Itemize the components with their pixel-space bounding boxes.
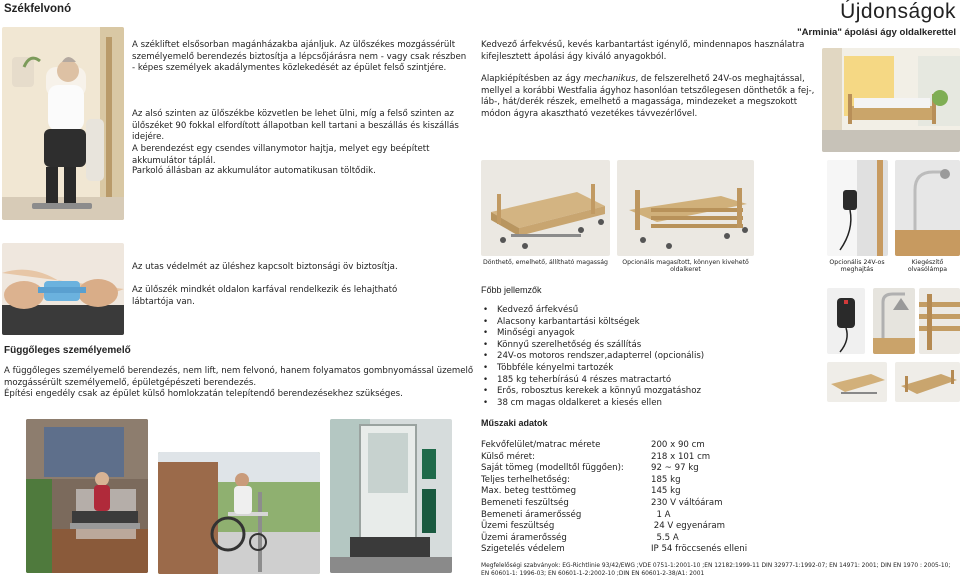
spec-label: Külső méret: [481, 451, 536, 462]
spec-row [481, 498, 747, 510]
seatbelt-text: Az utas védelmét az üléshez kapcsolt biztonsági öv biztosítja. [132, 262, 398, 272]
spec-label: Max. beteg testtömeg [481, 486, 577, 497]
feature-item: • Könnyű szerelhetőség és szállítás [481, 340, 811, 352]
vertical-lift-title: Függőleges személyemelő [4, 345, 131, 356]
spec-label: Szigetelés védelem [481, 544, 565, 555]
feature-item: • Többféle kényelmi tartozék [481, 363, 811, 375]
caption-side-rail: Opcionális magasított, könnyen kivehető oldalkeret [622, 259, 749, 274]
caption-lamp: Kiegészítő olvasólámpa [907, 259, 948, 274]
features-list [481, 305, 811, 409]
seatbelt-photo [2, 243, 124, 335]
spec-value: 185 kg [651, 474, 681, 485]
spec-row [481, 510, 747, 522]
features-title: Főbb jellemzők [481, 285, 542, 295]
spec-row [481, 440, 747, 452]
vertical-lift-photo-1 [26, 419, 148, 573]
caption-adjustable: Dönthető, emelhető, állítható magasság [483, 259, 608, 266]
spec-value: 200 x 90 cm [651, 440, 705, 450]
spec-value: 92 ~ 97 kg [651, 463, 699, 474]
drive-photo [827, 160, 888, 256]
spec-value: 230 V váltóáram [651, 497, 723, 508]
footrest-text: Az ülőszék mindkét oldalon karfával rendelkezik és lehajtható lábtartója van. [132, 285, 398, 307]
spec-row [481, 475, 747, 487]
spec-value: 1 A [651, 509, 671, 520]
spec-label: Teljes terhelhetőség: [481, 474, 570, 485]
specs-table [481, 440, 747, 556]
stairlift-photo [2, 27, 124, 220]
feature-item: • Alacsony karbantartási költségek [481, 317, 811, 329]
vertical-lift-paragraph-2: Építési engedély csak az épület külső homlokzatán telepítendő berendezésekhez szükséges. [4, 389, 403, 399]
rail-detail-photo [919, 288, 960, 354]
stairlift-paragraph-2: Az alsó szinten az ülőszékbe közvetlen be lehet ülni, míg a felső szinten az ülőszéket 90 fokkal elfordított állapotban kell tartani a beszállás és kiszállás idejére. [132, 109, 459, 143]
spec-label: Fekvőfelület/matrac mérete [481, 440, 601, 450]
spec-row [481, 544, 747, 556]
feature-item: • Erős, robosztus kerekek a könnyű mozgatáshoz [481, 386, 811, 398]
spec-row [481, 533, 747, 545]
feature-item: • Minőségi anyagok [481, 328, 811, 340]
bed-photo-raised-rails [617, 160, 754, 256]
bed-paragraph-2: Alapkiépítésben az ágy mechanikus, de felszerelhető 24V-os meghajtással, mellyel a korábbi Westfalia ágyhoz hasonlóan tetszőlegesen dönthetők a fej-, láb-, hát/derék részek, emelhető a magassága, mindezeket a megszokott módon ágyra akasztható vezetékes távvezérlővel. [481, 74, 815, 119]
news-title: Újdonságok [840, 0, 956, 23]
spec-row [481, 486, 747, 498]
reading-lamp-photo [895, 160, 960, 256]
stairlift-title: Székfelvonó [4, 3, 72, 15]
feature-item: • 24V-os motoros rendszer,adapterrel (opcionális) [481, 351, 811, 363]
conformity-note: Megfelelőségi szabványok: EG-Richtlinie 93/42/EWG ;VDE 0751-1:2001-10 ;EN 12182:1999-11 DIN 32977-1:1992-07; EN 14971: 2001; DIN EN 1970 : 2005-10; EN 60601-1: 1996-03; EN 60601-1-2:2002-10 ;DIN EN 60601-2-38/A1: 2001 [481, 563, 951, 577]
spec-label: Üzemi feszültség [481, 521, 555, 532]
spec-value: 24 V egyenáram [651, 521, 726, 532]
bed-subtitle: "Arminia" ápolási ágy oldalkerettel [797, 27, 956, 38]
feature-item: • 185 kg teherbírású 4 részes matractartó [481, 375, 811, 387]
remote-photo [827, 288, 865, 354]
stairlift-paragraph-3: A berendezést egy csendes villanymotor hajtja, melyet egy beépített akkumulátor táplál. [132, 144, 430, 166]
spec-value: 218 x 101 cm [651, 451, 711, 462]
feature-item: • 38 cm magas oldalkeret a kiesés ellen [481, 398, 811, 410]
spec-value: IP 54 fröccsenés elleni [651, 544, 748, 555]
feature-item: • Kedvező árfekvésű [481, 305, 811, 317]
spec-value: 5.5 A [651, 532, 679, 543]
bed-frame-photo-1 [827, 362, 887, 402]
stairlift-paragraph-4: Parkoló állásban az akkumulátor automatikusan töltődik. [132, 166, 376, 176]
caption-drive: Opcionális 24V-os meghajtás [829, 259, 885, 274]
spec-row [481, 521, 747, 533]
spec-value: 145 kg [651, 486, 681, 497]
stairlift-paragraph-1: A székliftet elsősorban magánházakba ajánljuk. Az ülőszékes mozgássérült személyemelő berendezés biztosítja a lépcsőjárásra nem - vagy csak részben - képes személyek akadálymentes közlekedését az épület felső szintjére. [132, 40, 467, 74]
bed-photo-flat [481, 160, 610, 256]
bed-frame-photo-2 [895, 362, 960, 402]
spec-label: Saját tömeg (modelltől függően): [481, 463, 624, 474]
vertical-lift-paragraph-1: A függőleges személyemelő berendezés, nem lift, nem felvonó, hanem folyamatos gombnyomással üzemelő mozgássérült személyemelő, épületgépészeti berendezés. [4, 366, 474, 388]
vertical-lift-photo-2 [158, 452, 320, 574]
hand-control-photo [873, 288, 915, 354]
spec-label: Bemeneti áramerősség [481, 509, 582, 520]
specs-title: Műszaki adatok [481, 418, 548, 428]
spec-row [481, 463, 747, 475]
bed-room-photo [822, 48, 960, 152]
vertical-lift-photo-3 [330, 419, 452, 573]
bed-paragraph-1: Kedvező árfekvésű, kevés karbantartást igénylő, mindennapos használatra kifejlesztett ápolási ágy kiváló anyagokból. [481, 40, 805, 62]
spec-label: Bemeneti feszültség [481, 497, 569, 508]
spec-label: Üzemi áramerősség [481, 532, 567, 543]
spec-row [481, 452, 747, 464]
